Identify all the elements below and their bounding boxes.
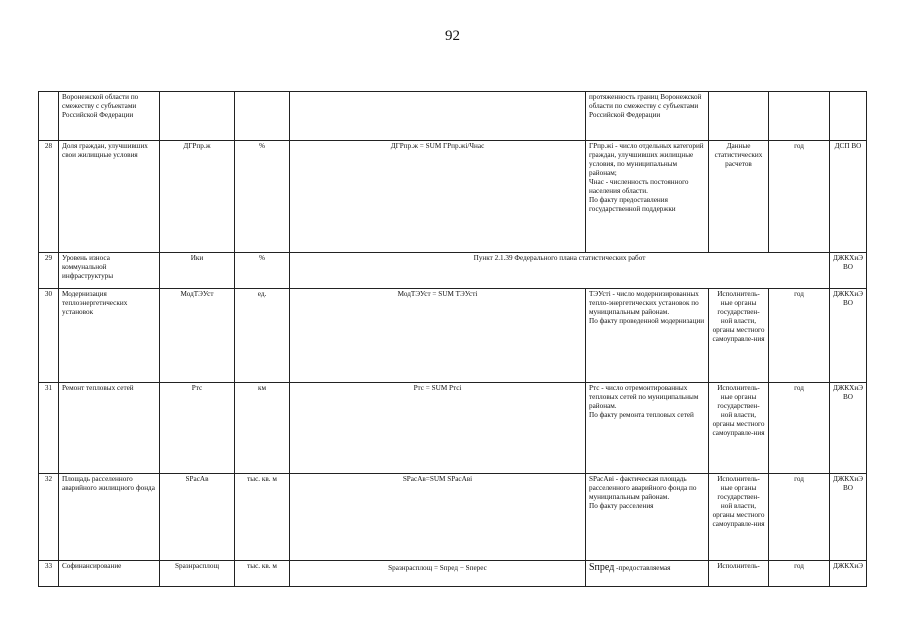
row-number: 33 — [39, 561, 59, 587]
period: год — [769, 141, 830, 253]
row-number: 29 — [39, 253, 59, 289]
indicator-unit: % — [235, 141, 290, 253]
indicator-description — [586, 474, 709, 561]
description-line: Чнас - численность постоянного населения области. — [589, 178, 689, 195]
period: год — [769, 383, 830, 474]
indicator-symbol: МодТЭУст — [160, 289, 235, 383]
indicator-unit: ед. — [235, 289, 290, 383]
table-row — [39, 141, 867, 253]
merged-note: Пункт 2.1.39 Федерального плана статистических работ — [290, 253, 830, 289]
indicator-description — [586, 561, 709, 587]
responsible: ДЖКХиЭ ВО — [830, 253, 867, 289]
responsible: ДСП ВО — [830, 141, 867, 253]
description-line: По факту предоставления государственной поддержки — [589, 196, 676, 213]
period: год — [769, 289, 830, 383]
indicator-name: Софинансирование — [59, 561, 160, 587]
data-source: Исполнитель- — [709, 561, 769, 587]
indicator-name: Доля граждан, улучшивших свои жилищные условия — [59, 141, 160, 253]
description-line: ГРпр.жi - число отдельных категорий граждан, улучшивших жилищные условия, по муниципальным районам; — [589, 142, 704, 177]
description-line: протяженность границ Воронежской области по смежеству с субъектами Российской Федерации — [589, 93, 702, 119]
indicator-symbol: ДГРпр.ж — [160, 141, 235, 253]
indicator-formula: Sразнрасплощ = Sпред − Sперес — [290, 561, 586, 587]
indicator-description — [586, 92, 709, 141]
indicator-name: Площадь расселенного аварийного жилищного фонда — [59, 474, 160, 561]
indicator-name: Модернизация теплоэнергетических установок — [59, 289, 160, 383]
indicator-formula: ДГРпр.ж = SUM ГРпр.жi/Чнас — [290, 141, 586, 253]
data-source: Исполнитель-ные органы государствен-ной власти, органы местного самоуправле-ния — [709, 383, 769, 474]
row-number: 30 — [39, 289, 59, 383]
period: год — [769, 474, 830, 561]
data-source — [709, 92, 769, 141]
row-number: 32 — [39, 474, 59, 561]
responsible: ДЖКХиЭ — [830, 561, 867, 587]
table-row — [39, 253, 867, 289]
row-number: 31 — [39, 383, 59, 474]
indicator-symbol: SРасАв — [160, 474, 235, 561]
responsible: ДЖКХиЭ ВО — [830, 383, 867, 474]
indicator-description — [586, 383, 709, 474]
description-symbol: Sпред — [589, 562, 615, 573]
indicator-name: Воронежской области по смежеству с субъектами Российской Федерации — [59, 92, 160, 141]
data-source: Исполнитель-ные органы государствен-ной власти, органы местного самоуправле-ния — [709, 474, 769, 561]
indicator-name: Уровень износа коммунальной инфраструктуры — [59, 253, 160, 289]
responsible: ДЖКХиЭ ВО — [830, 474, 867, 561]
indicator-unit: тыс. кв. м — [235, 474, 290, 561]
indicator-symbol: Ртс — [160, 383, 235, 474]
indicator-description — [586, 289, 709, 383]
indicator-name: Ремонт тепловых сетей — [59, 383, 160, 474]
table-row — [39, 383, 867, 474]
indicator-unit: % — [235, 253, 290, 289]
responsible: ДЖКХиЭ ВО — [830, 289, 867, 383]
description-line: -предоставляемая — [616, 564, 671, 572]
description-line: По факту проведенной модернизации — [589, 317, 705, 325]
indicators-table — [38, 91, 867, 587]
description-line: По факту ремонта тепловых сетей — [589, 411, 694, 419]
description-line: ТЭУстi - число модернизированных тепло-энергетических установок по муниципальным районам. — [589, 290, 699, 316]
indicator-description — [586, 141, 709, 253]
indicator-formula: Ртс = SUM Ртсi — [290, 383, 586, 474]
indicator-symbol: Ики — [160, 253, 235, 289]
indicator-unit: тыс. кв. м — [235, 561, 290, 587]
indicator-unit: км — [235, 383, 290, 474]
period — [769, 92, 830, 141]
data-source: Исполнитель-ные органы государствен-ной власти, органы местного самоуправле-ния — [709, 289, 769, 383]
description-line: По факту расселения — [589, 502, 654, 510]
table-row — [39, 289, 867, 383]
page-number: 92 — [445, 28, 460, 44]
period: год — [769, 561, 830, 587]
data-source: Данные статистических расчетов — [709, 141, 769, 253]
description-line: SРасАвi - фактическая площадь расселенного аварийного фонда по муниципальным районам. — [589, 475, 697, 501]
indicator-symbol — [160, 92, 235, 141]
responsible — [830, 92, 867, 141]
indicator-formula — [290, 92, 586, 141]
table-row — [39, 474, 867, 561]
row-number: 28 — [39, 141, 59, 253]
indicator-formula: МодТЭУст = SUM ТЭУстi — [290, 289, 586, 383]
table-row — [39, 92, 867, 141]
indicator-formula: SРасАв=SUM SРасАвi — [290, 474, 586, 561]
indicator-unit — [235, 92, 290, 141]
table-row — [39, 561, 867, 587]
indicator-symbol: Sразнрасплощ — [160, 561, 235, 587]
description-line: Ртс - число отремонтированных тепловых сетей по муниципальным районам. — [589, 384, 699, 410]
row-number — [39, 92, 59, 141]
